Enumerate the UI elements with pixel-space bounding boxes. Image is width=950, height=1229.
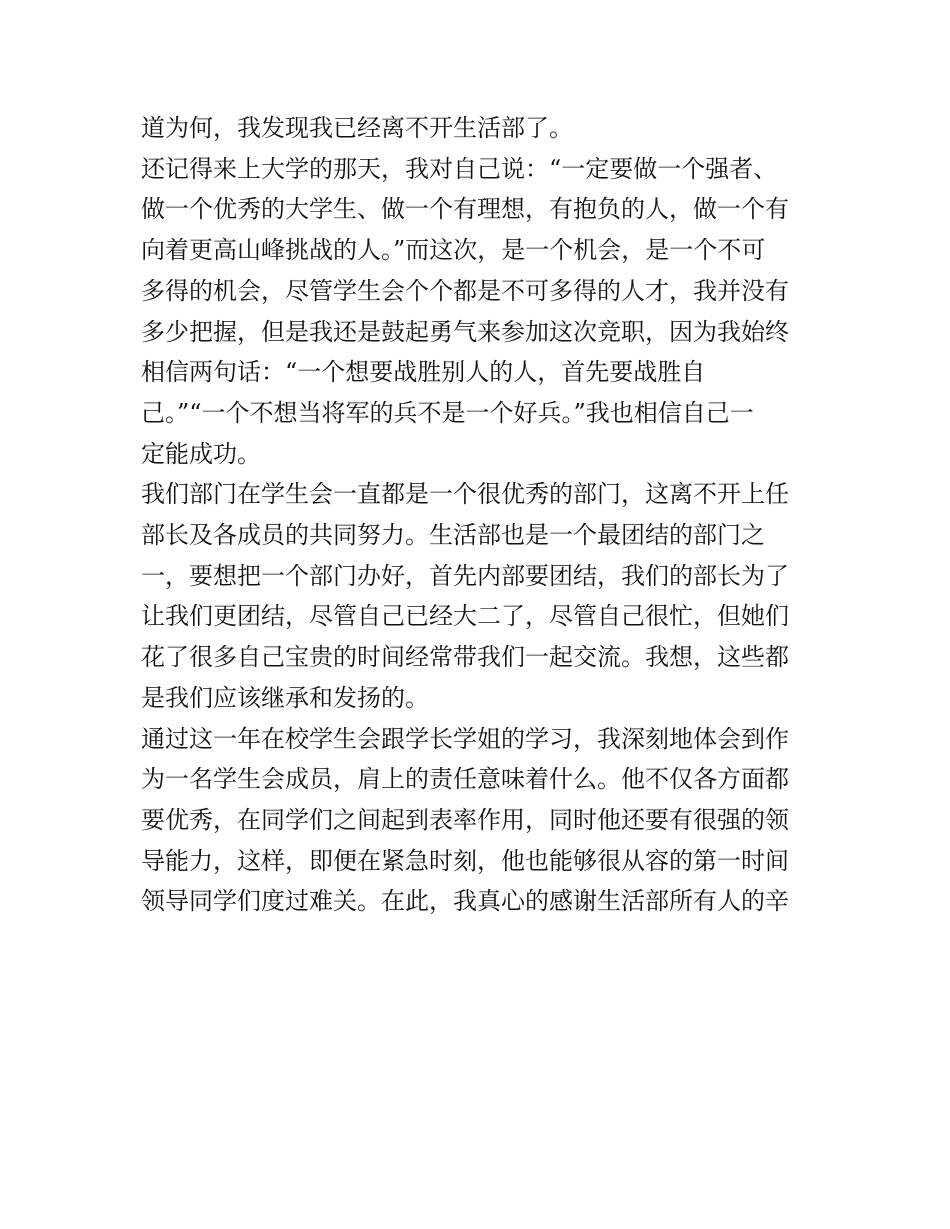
text-line: 做一个优秀的大学生、做一个有理想，有抱负的人，做一个有 [141,195,789,224]
text-line: 向着更高山峰挑战的人。”而这次，是一个机会，是一个不可 [141,236,766,265]
text-line: 定能成功。 [141,439,261,468]
text-line: 领导同学们度过难关。在此，我真心的感谢生活部所有人的辛 [141,887,789,916]
text-line: 花了很多自己宝贵的时间经常带我们一起交流。我想，这些都 [141,643,789,672]
text-line: 让我们更团结，尽管自己已经大二了，尽管自己很忙，但她们 [141,602,789,631]
text-line: 多得的机会，尽管学生会个个都是不可多得的人才，我并没有 [141,276,789,305]
text-line: 通过这一年在校学生会跟学长学姐的学习，我深刻地体会到作 [141,724,789,753]
text-line: 道为何，我发现我已经离不开生活部了。 [141,114,573,142]
text-line: 还记得来上大学的那天，我对自己说：“一定要做一个强者、 [141,154,778,183]
text-line: 导能力，这样，即便在紧急时刻，他也能够很从容的第一时间 [141,846,789,875]
text-line: 我们部门在学生会一直都是一个很优秀的部门，这离不开上任 [141,480,789,509]
text-line: 多少把握，但是我还是鼓起勇气来参加这次竞职，因为我始终 [141,317,789,346]
body-text [141,108,821,922]
text-line: 相信两句话：“一个想要战胜别人的人，首先要战胜自 [141,358,706,387]
text-line: 部长及各成员的共同努力。生活部也是一个最团结的部门之 [141,521,765,550]
text-line: 是我们应该继承和发扬的。 [141,683,429,712]
text-line: 一，要想把一个部门办好，首先内部要团结，我们的部长为了 [141,561,789,590]
text-line: 为一名学生会成员，肩上的责任意味着什么。他不仅各方面都 [141,765,789,794]
text-line: 要优秀，在同学们之间起到表率作用，同时他还要有很强的领 [141,805,789,834]
text-line: 己。”“一个不想当将军的兵不是一个好兵。”我也相信自己一 [141,398,754,427]
